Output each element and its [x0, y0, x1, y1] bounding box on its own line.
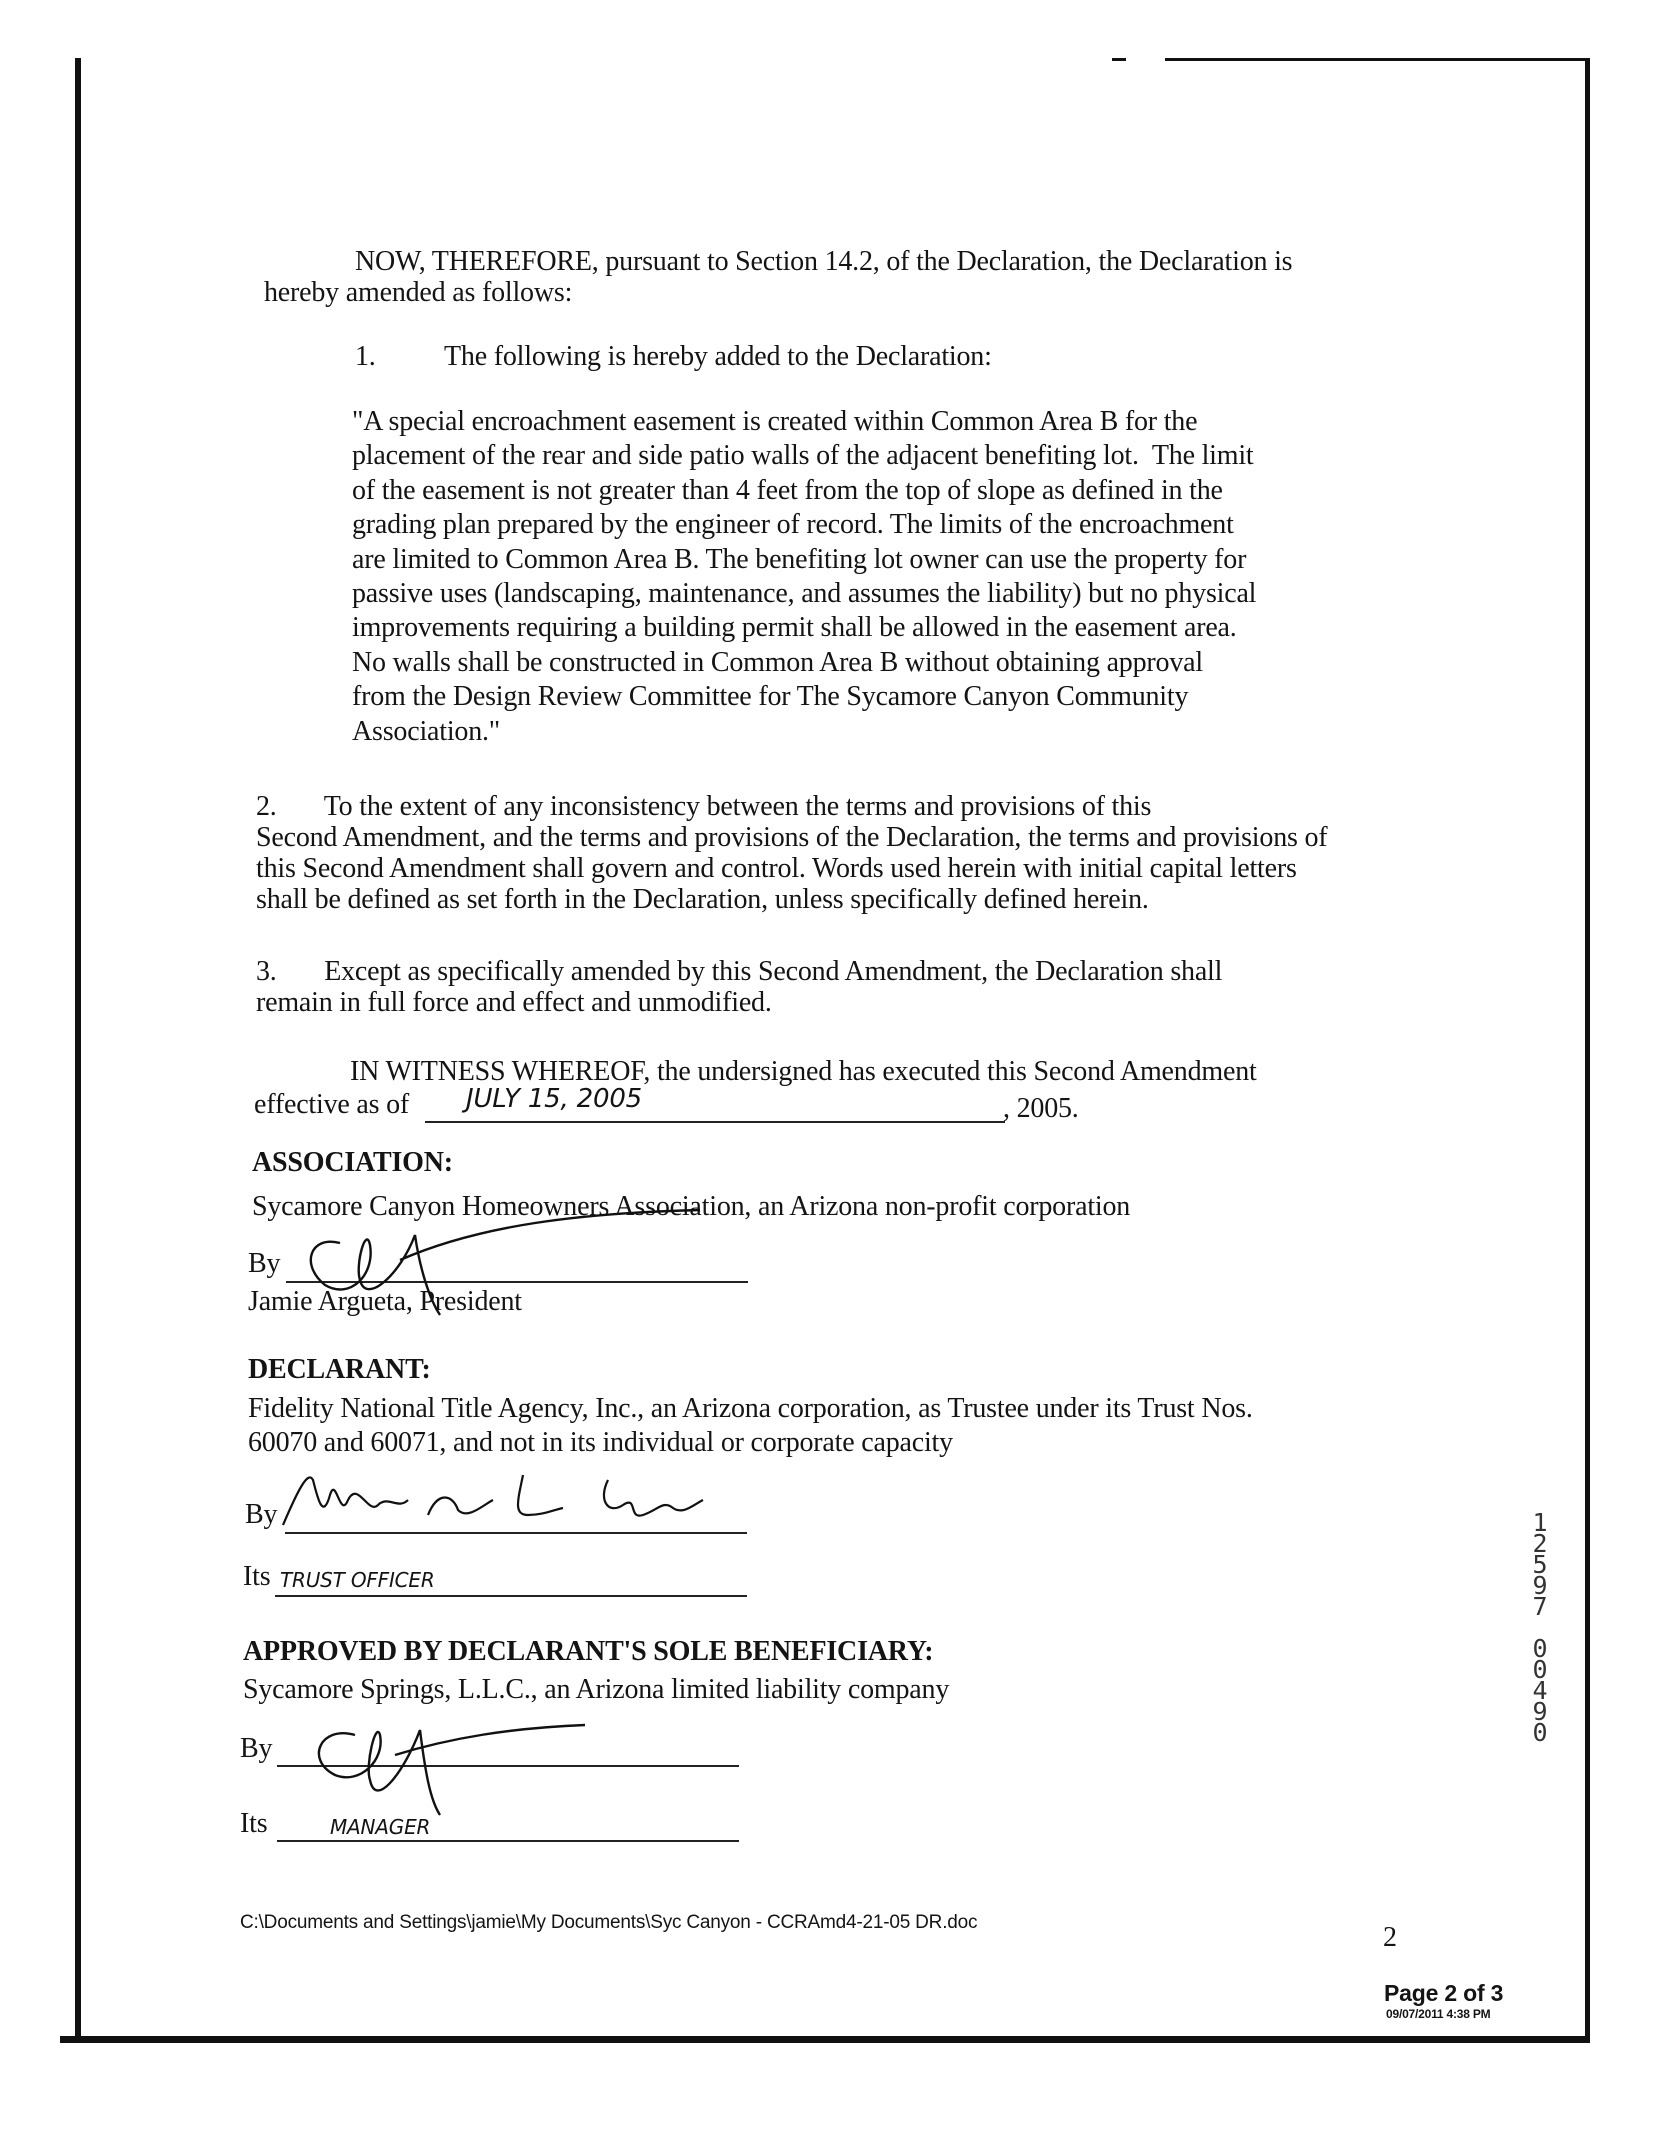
top-scan-border: [1165, 58, 1590, 61]
right-scan-border: [1585, 58, 1590, 2043]
association-signer-name: Jamie Argueta, President: [248, 1286, 522, 1317]
bottom-scan-border: [60, 2036, 1590, 2043]
quote-line: of the easement is not greater than 4 feet from the top of slope as defined in the: [352, 474, 1223, 506]
quote-line: from the Design Review Committee for The Sycamore Canyon Community: [352, 681, 1189, 713]
beneficiary-signature: [280, 1700, 600, 1820]
footer-page-of: Page 2 of 3: [1384, 1980, 1504, 2006]
recording-digit: 9: [1532, 1697, 1548, 1726]
effective-date-line: [425, 1121, 1005, 1123]
left-scan-border: [75, 58, 81, 2043]
intro-line-1: NOW, THEREFORE, pursuant to Section 14.2, of the Declaration, the Declaration is: [355, 246, 1293, 277]
association-signature: [280, 1205, 720, 1325]
footer-page-number: 2: [1383, 1922, 1397, 1953]
quote-line: grading plan prepared by the engineer of record. The limits of the encroachment: [352, 509, 1234, 541]
witness-effective-prefix: effective as of: [254, 1089, 410, 1120]
quote-line: improvements requiring a building permit shall be allowed in the easement area.: [352, 612, 1237, 644]
item-3-line: 3. Except as specifically amended by this Second Amendment, the Declaration shall: [256, 956, 1223, 987]
declarant-its-title: TRUST OFFICER: [280, 1568, 435, 1592]
item-3-line: remain in full force and effect and unmodified.: [256, 987, 772, 1018]
beneficiary-entity: Sycamore Springs, L.L.C., an Arizona limited liability company: [243, 1674, 950, 1705]
intro-line-2: hereby amended as follows:: [264, 277, 573, 308]
witness-year-suffix: , 2005.: [1003, 1093, 1079, 1124]
recording-digit: 0: [1532, 1634, 1548, 1663]
recording-digit: 7: [1532, 1592, 1548, 1621]
quote-line: "A special encroachment easement is created within Common Area B for the: [352, 406, 1198, 437]
witness-handwritten-date: JULY 15, 2005: [466, 1084, 643, 1114]
declarant-its-line: [275, 1595, 747, 1597]
association-heading: ASSOCIATION:: [252, 1147, 453, 1178]
item-2-line: Second Amendment, and the terms and provisions of the Declaration, the terms and provisions of: [256, 822, 1328, 853]
quote-line: placement of the rear and side patio walls of the adjacent benefiting lot. The limit: [352, 440, 1254, 472]
recording-digit: 2: [1532, 1529, 1548, 1558]
quote-line: passive uses (landscaping, maintenance, and assumes the liability) but no physical: [352, 578, 1257, 609]
witness-line-1: IN WITNESS WHEREOF, the undersigned has executed this Second Amendment: [350, 1056, 1257, 1087]
item-1-text: The following is hereby added to the Declaration:: [444, 341, 992, 372]
recording-digit: 0: [1532, 1655, 1548, 1684]
footer-file-path: C:\Documents and Settings\jamie\My Documents\Syc Canyon - CCRAmd4-21-05 DR.doc: [240, 1912, 978, 1933]
quote-line: No walls shall be constructed in Common Area B without obtaining approval: [352, 646, 1203, 678]
beneficiary-heading: APPROVED BY DECLARANT'S SOLE BENEFICIARY:: [243, 1636, 934, 1667]
item-1-number: 1.: [355, 341, 376, 372]
declarant-by-label: By: [245, 1499, 278, 1530]
declarant-entity-line-1: Fidelity National Title Agency, Inc., an Arizona corporation, as Trustee under its Trust Nos.: [248, 1393, 1253, 1424]
item-2-line: shall be defined as set forth in the Declaration, unless specifically defined herein.: [256, 884, 1149, 915]
recording-digit: 9: [1532, 1571, 1548, 1600]
footer-print-timestamp: 09/07/2011 4:38 PM: [1386, 2007, 1491, 2021]
beneficiary-its-title: MANAGER: [330, 1815, 431, 1839]
recording-digit: 4: [1532, 1676, 1548, 1705]
recording-digit: 1: [1532, 1508, 1548, 1537]
recording-digit: 0: [1532, 1718, 1548, 1747]
association-by-label: By: [248, 1248, 281, 1279]
declarant-its-label: Its: [243, 1561, 271, 1592]
recording-digit: 5: [1532, 1550, 1548, 1579]
quote-line: Association.": [352, 715, 501, 747]
beneficiary-its-label: Its: [240, 1808, 268, 1839]
declarant-heading: DECLARANT:: [248, 1354, 431, 1385]
declarant-signature: [278, 1460, 758, 1540]
association-entity: Sycamore Canyon Homeowners Association, an Arizona non-profit corporation: [252, 1191, 1131, 1222]
beneficiary-its-line: [277, 1840, 739, 1842]
item-2-line: this Second Amendment shall govern and control. Words used herein with initial capital letters: [256, 853, 1297, 884]
item-2-line: 2. To the extent of any inconsistency between the terms and provisions of this: [256, 791, 1152, 822]
quote-line: are limited to Common Area B. The benefiting lot owner can use the property for: [352, 543, 1247, 575]
declarant-entity-line-2: 60070 and 60071, and not in its individual or corporate capacity: [248, 1427, 953, 1458]
beneficiary-by-label: By: [240, 1733, 273, 1764]
top-scan-speck: [1112, 58, 1126, 61]
